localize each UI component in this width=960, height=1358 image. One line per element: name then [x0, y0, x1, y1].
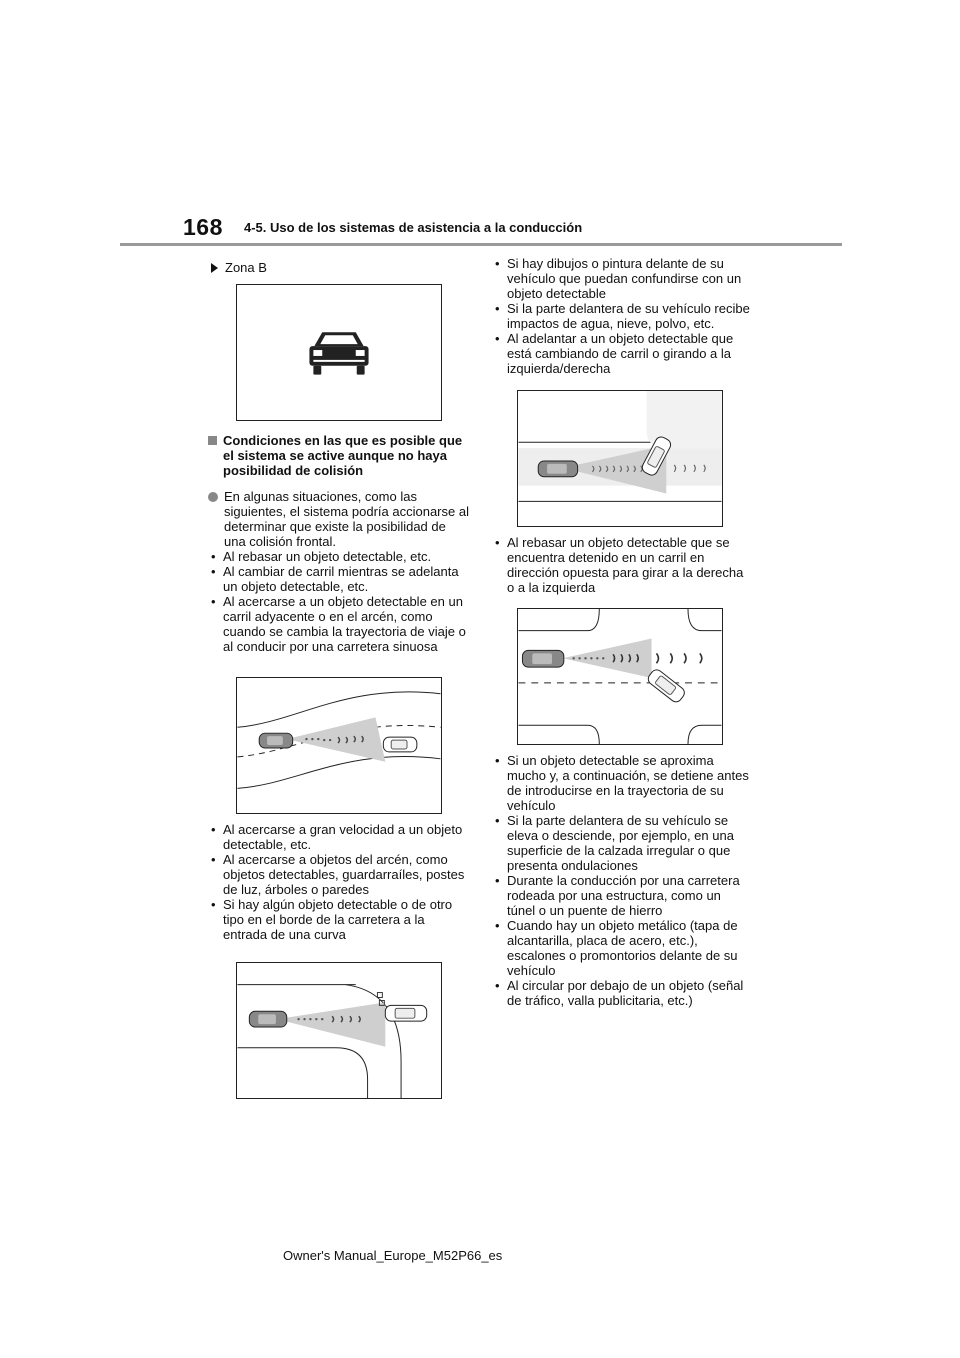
figure-road-curve-entry: [236, 962, 442, 1099]
right-bullet-list-3: [492, 753, 752, 1008]
figure-curved-road: [236, 677, 442, 814]
list-item: • Al rebasar un objeto detectable, etc.: [208, 549, 470, 564]
list-item: • Al acercarse a gran velocidad a un objeto detectable, etc.: [208, 822, 470, 852]
intro-paragraph: [208, 489, 470, 549]
left-bullet-list-1: [208, 549, 470, 654]
zone-label: Zona B: [225, 260, 267, 275]
square-bullet-icon: [208, 436, 217, 445]
car-front-icon: [237, 285, 441, 420]
list-item: • Durante la conducción por una carretera rodeada por una estructura, como un túnel o un puente de hierro: [492, 873, 752, 918]
list-item: • Al acercarse a objetos del arcén, como objetos detectables, guardarraíles, postes de luz, árboles o paredes: [208, 852, 470, 897]
zone-label-row: [208, 260, 470, 275]
right-triangle-icon: [211, 263, 218, 273]
list-item: • Si hay dibujos o pintura delante de su vehículo que puedan confundirse con un objeto detectable: [492, 256, 752, 301]
list-item: • Si la parte delantera de su vehículo recibe impactos de agua, nieve, polvo, etc.: [492, 301, 752, 331]
footer-manual-id: Owner's Manual_Europe_M52P66_es: [283, 1248, 503, 1263]
page-number: 168: [183, 214, 223, 240]
left-column: [208, 256, 470, 1099]
list-item: • Al adelantar a un objeto detectable que está cambiando de carril o girando a la izquierda/derecha: [492, 331, 752, 376]
right-bullet-list-2: [492, 535, 752, 595]
conditions-heading-text: Condiciones en las que es posible que el sistema se active aunque no haya posibilidad de colisión: [223, 433, 463, 478]
list-item: • Al cambiar de carril mientras se adelanta un objeto detectable, etc.: [208, 564, 470, 594]
list-item: • Cuando hay un objeto metálico (tapa de alcantarilla, placa de acero, etc.), escalones o promontorios delante de su vehículo: [492, 918, 752, 978]
right-bullet-list-1: [492, 256, 752, 376]
list-item: • Al acercarse a un objeto detectable en un carril adyacente o en el arcén, como cuando se cambia la trayectoria de viaje o al conducir por una carretera sinuosa: [208, 594, 470, 654]
section-title: 4-5. Uso de los sistemas de asistencia a la conducción: [244, 220, 583, 235]
figure-car-front: [236, 284, 442, 421]
figure-turning-vehicle: [517, 390, 723, 527]
right-column: [492, 256, 752, 1008]
list-item: • Al circular por debajo de un objeto (señal de tráfico, valla publicitaria, etc.): [492, 978, 752, 1008]
left-bullet-list-2: [208, 822, 470, 942]
list-item: • Si la parte delantera de su vehículo se eleva o desciende, por ejemplo, en una superficie de la calzada irregular o que presenta ondulaciones: [492, 813, 752, 873]
list-item: • Si hay algún objeto detectable o de otro tipo en el borde de la carretera a la entrada de una curva: [208, 897, 470, 942]
header-divider: [120, 243, 842, 246]
figure-oncoming-turn: [517, 608, 723, 745]
list-item: • Al rebasar un objeto detectable que se encuentra detenido en un carril en dirección opuesta para girar a la derecha o a la izquierda: [492, 535, 752, 595]
conditions-heading: [208, 433, 470, 478]
circle-bullet-icon: [208, 492, 218, 502]
list-item: • Si un objeto detectable se aproxima mucho y, a continuación, se detiene antes de introducirse en la trayectoria de su vehículo: [492, 753, 752, 813]
intro-paragraph-text: En algunas situaciones, como las siguientes, el sistema podría accionarse al determinar que existe la posibilidad de una colisión frontal.: [224, 489, 469, 549]
